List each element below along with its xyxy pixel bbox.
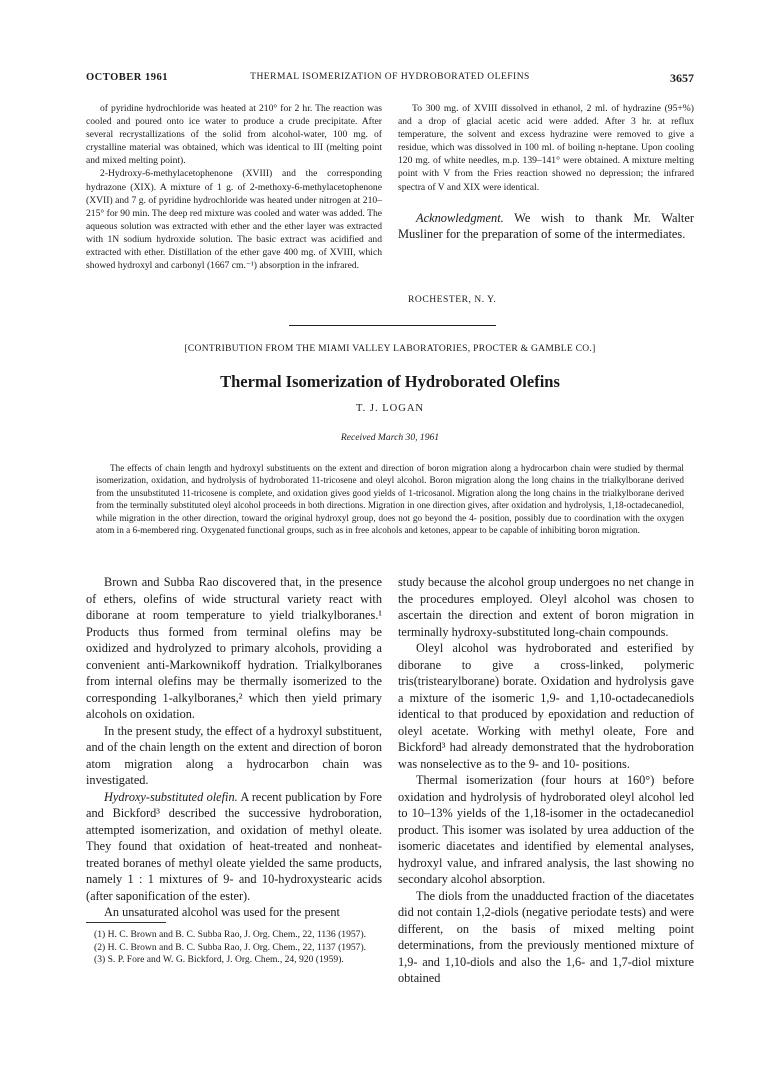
footnote: (2) H. C. Brown and B. C. Subba Rao, J. Org. Chem., 22, 1137 (1957). [94,941,367,953]
acknowledgment [398,210,694,243]
article-title: Thermal Isomerization of Hydroborated Olefins [220,372,560,391]
body-paragraph: Brown and Subba Rao discovered that, in the presence of ethers, olefins of wide structural variety react with diborane at room temperature to yield trialkylboranes.¹ Products thus formed from terminal olefins may be oxidized and hydrolyzed to primary alcohols, providing a convenient anti-Markownikoff hydration. Trialkylboranes from internal olefins may be thermally isomerized to the corresponding 1-alkylboranes,² which then yield primary alcohols on oxidation. [86,575,382,721]
experimental-paragraph: To 300 mg. of XVIII dissolved in ethanol, 2 ml. of hydrazine (95+%) and a drop of glacial acetic acid were added. After 3 hr. at reflux temperature, the solvent and excess hydrazine were removed to give a residue, which was dissolved in 100 ml. of boiling n-heptane. Upon cooling 120 mg. of white needles, m.p. 139–141° were obtained. A mixture melting point with V from the Fries reaction showed no depression; the infrared spectra of V and XIX were identical. [398,103,694,193]
acknowledgment-text: We wish to thank Mr. Walter Musliner for the preparation of some of the intermediates. [398,210,694,242]
previous-article-experimental-right [398,102,694,243]
body-paragraph: study because the alcohol group undergoes no net change in the procedures employed. Oleyl alcohol was chosen to ascertain the direction and extent of boron migration in terminally hydroxy-substituted long-chain compounds. [398,575,694,639]
body-paragraph: The diols from the unadducted fraction of the diacetates did not contain 1,2-diols (negative periodate tests) and were different, on the basis of mixed melting point determinations, from the previously mentioned mixture of 1,9- and 1,10-diols and also the 1,6- and 1,7-diol mixture obtained [398,888,694,985]
body-text: A recent publication by Fore and Bickford³ described the successive hydroboration, attempted isomerization, and oxidation of methyl oleate. They found that oxidation of heat-treated and nonheat-treated boranes of methyl oleate yielded the same products, namely 1 : 1 mixtures of 9- and 10-hydroxystearic acids (after saponification of the ester). [86,789,382,903]
abstract: The effects of chain length and hydroxyl substituents on the extent and direction of boron migration along a hydrocarbon chain were studied by thermal isomerization, oxidation, and hydrolysis of hydroborated 11-tricosene and oleyl alcohol. Boron migration along the long chains in the trialkylborane derived from the unsubstituted 11-tricosene is complete, and oxidation gives good yields of 1-tricosanol. Migration along the long chains in the trialkylborane derived from the terminally substituted oleyl alcohol proceeds in both directions. Migration in one direction gives, after oxidation and hydrolysis, 1,18-octadecanediol, while migration in the other direction, toward the original hydroxyl group, does not go beyond the 4- position, possibly due to coordination with the oxygen atom in a 6-membered ring. Oxygenated functional groups, such as in free alcohols and ketones, appear to be capable of inhibiting boron migration. [96,463,684,536]
running-header [86,72,694,88]
body-column-left [86,574,382,921]
article-author: T. J. LOGAN [356,403,424,414]
experimental-paragraph: 2-Hydroxy-6-methylacetophenone (XVIII) and the corresponding hydrazone (XIX). A mixture of 1 g. of 2-methoxy-6-methylacetophenone (XVII) and 7 g. of pyridine hydrochloride was heated under nitrogen at 210–215° for 90 min. The deep red mixture was cooled and water was added. The aqueous solution was extracted with ether and the ether layer was extracted with 1N sodium hydroxide solution. The basic extract was acidified and extracted with ether. Distillation of the ether gave 400 mg. of XVIII, which showed hydroxyl and carbonyl (1667 cm.⁻¹) absorption in the infrared. [86,168,382,272]
footnote: (1) H. C. Brown and B. C. Subba Rao, J. Org. Chem., 22, 1136 (1957). [94,929,367,940]
body-paragraph: Oleyl alcohol was hydroborated and esterified by diborane to give a cross-linked, polymeric tris(tristearylborane) borate. Oxidation and hydrolysis gave a mixture of the isomeric 1,9- and 1,10-octadecanediols identical to that produced by epoxidation and reduction of oleyl acetate. Working with methyl oleate, Fore and Bickford³ had already demonstrated that the hydroboration was nonselective as to the 9- and 10- positions. [398,641,694,771]
body-paragraph: An unsaturated alcohol was used for the present [104,905,340,919]
author-location: ROCHESTER, N. Y. [408,294,497,305]
body-paragraph: Thermal isomerization (four hours at 160°) before oxidation and hydrolysis of hydroborated oleyl alcohol led to 10–13% yields of the 1,18-isomer in the octadecanediol product. This isomer was isolated by urea adduction of the isomeric diacetates and identified by elemental analyses, hydroxyl value, and infrared analysis, the last showing no secondary alcohol absorption. [398,773,694,886]
received-date: Received March 30, 1961 [340,432,440,443]
experimental-paragraph: of pyridine hydrochloride was heated at 210° for 2 hr. The reaction was cooled and poured onto ice water to produce a crude precipitate. After several recrystallizations of the solid from alcohol-water, 100 mg. of crystalline material was obtained, which was identical to III (melting point and mixed melting point). [86,103,382,167]
contribution-line: [CONTRIBUTION FROM THE MIAMI VALLEY LABORATORIES, PROCTER & GAMBLE CO.] [184,344,596,354]
page-number: 3657 [670,71,694,85]
body-paragraph [86,789,382,905]
footnote-divider [86,922,166,923]
footnotes [86,929,382,967]
body-column-right [398,574,694,987]
acknowledgment-label: Acknowledgment. [416,210,504,225]
footnote: (3) S. P. Fore and W. G. Bickford, J. Org. Chem., 24, 920 (1959). [94,954,344,965]
section-run-in-heading: Hydroxy-substituted olefin. [104,789,238,804]
body-paragraph: In the present study, the effect of a hydroxyl substituent, and of the chain length on the extent and direction of boron atom migration along a hydrocarbon chain was investigated. [86,723,382,787]
header-running-title: THERMAL ISOMERIZATION OF HYDROBORATED OLEFINS [250,72,530,82]
article-divider [289,325,496,326]
previous-article-experimental-left [86,102,382,272]
header-date: OCTOBER 1961 [86,72,168,83]
